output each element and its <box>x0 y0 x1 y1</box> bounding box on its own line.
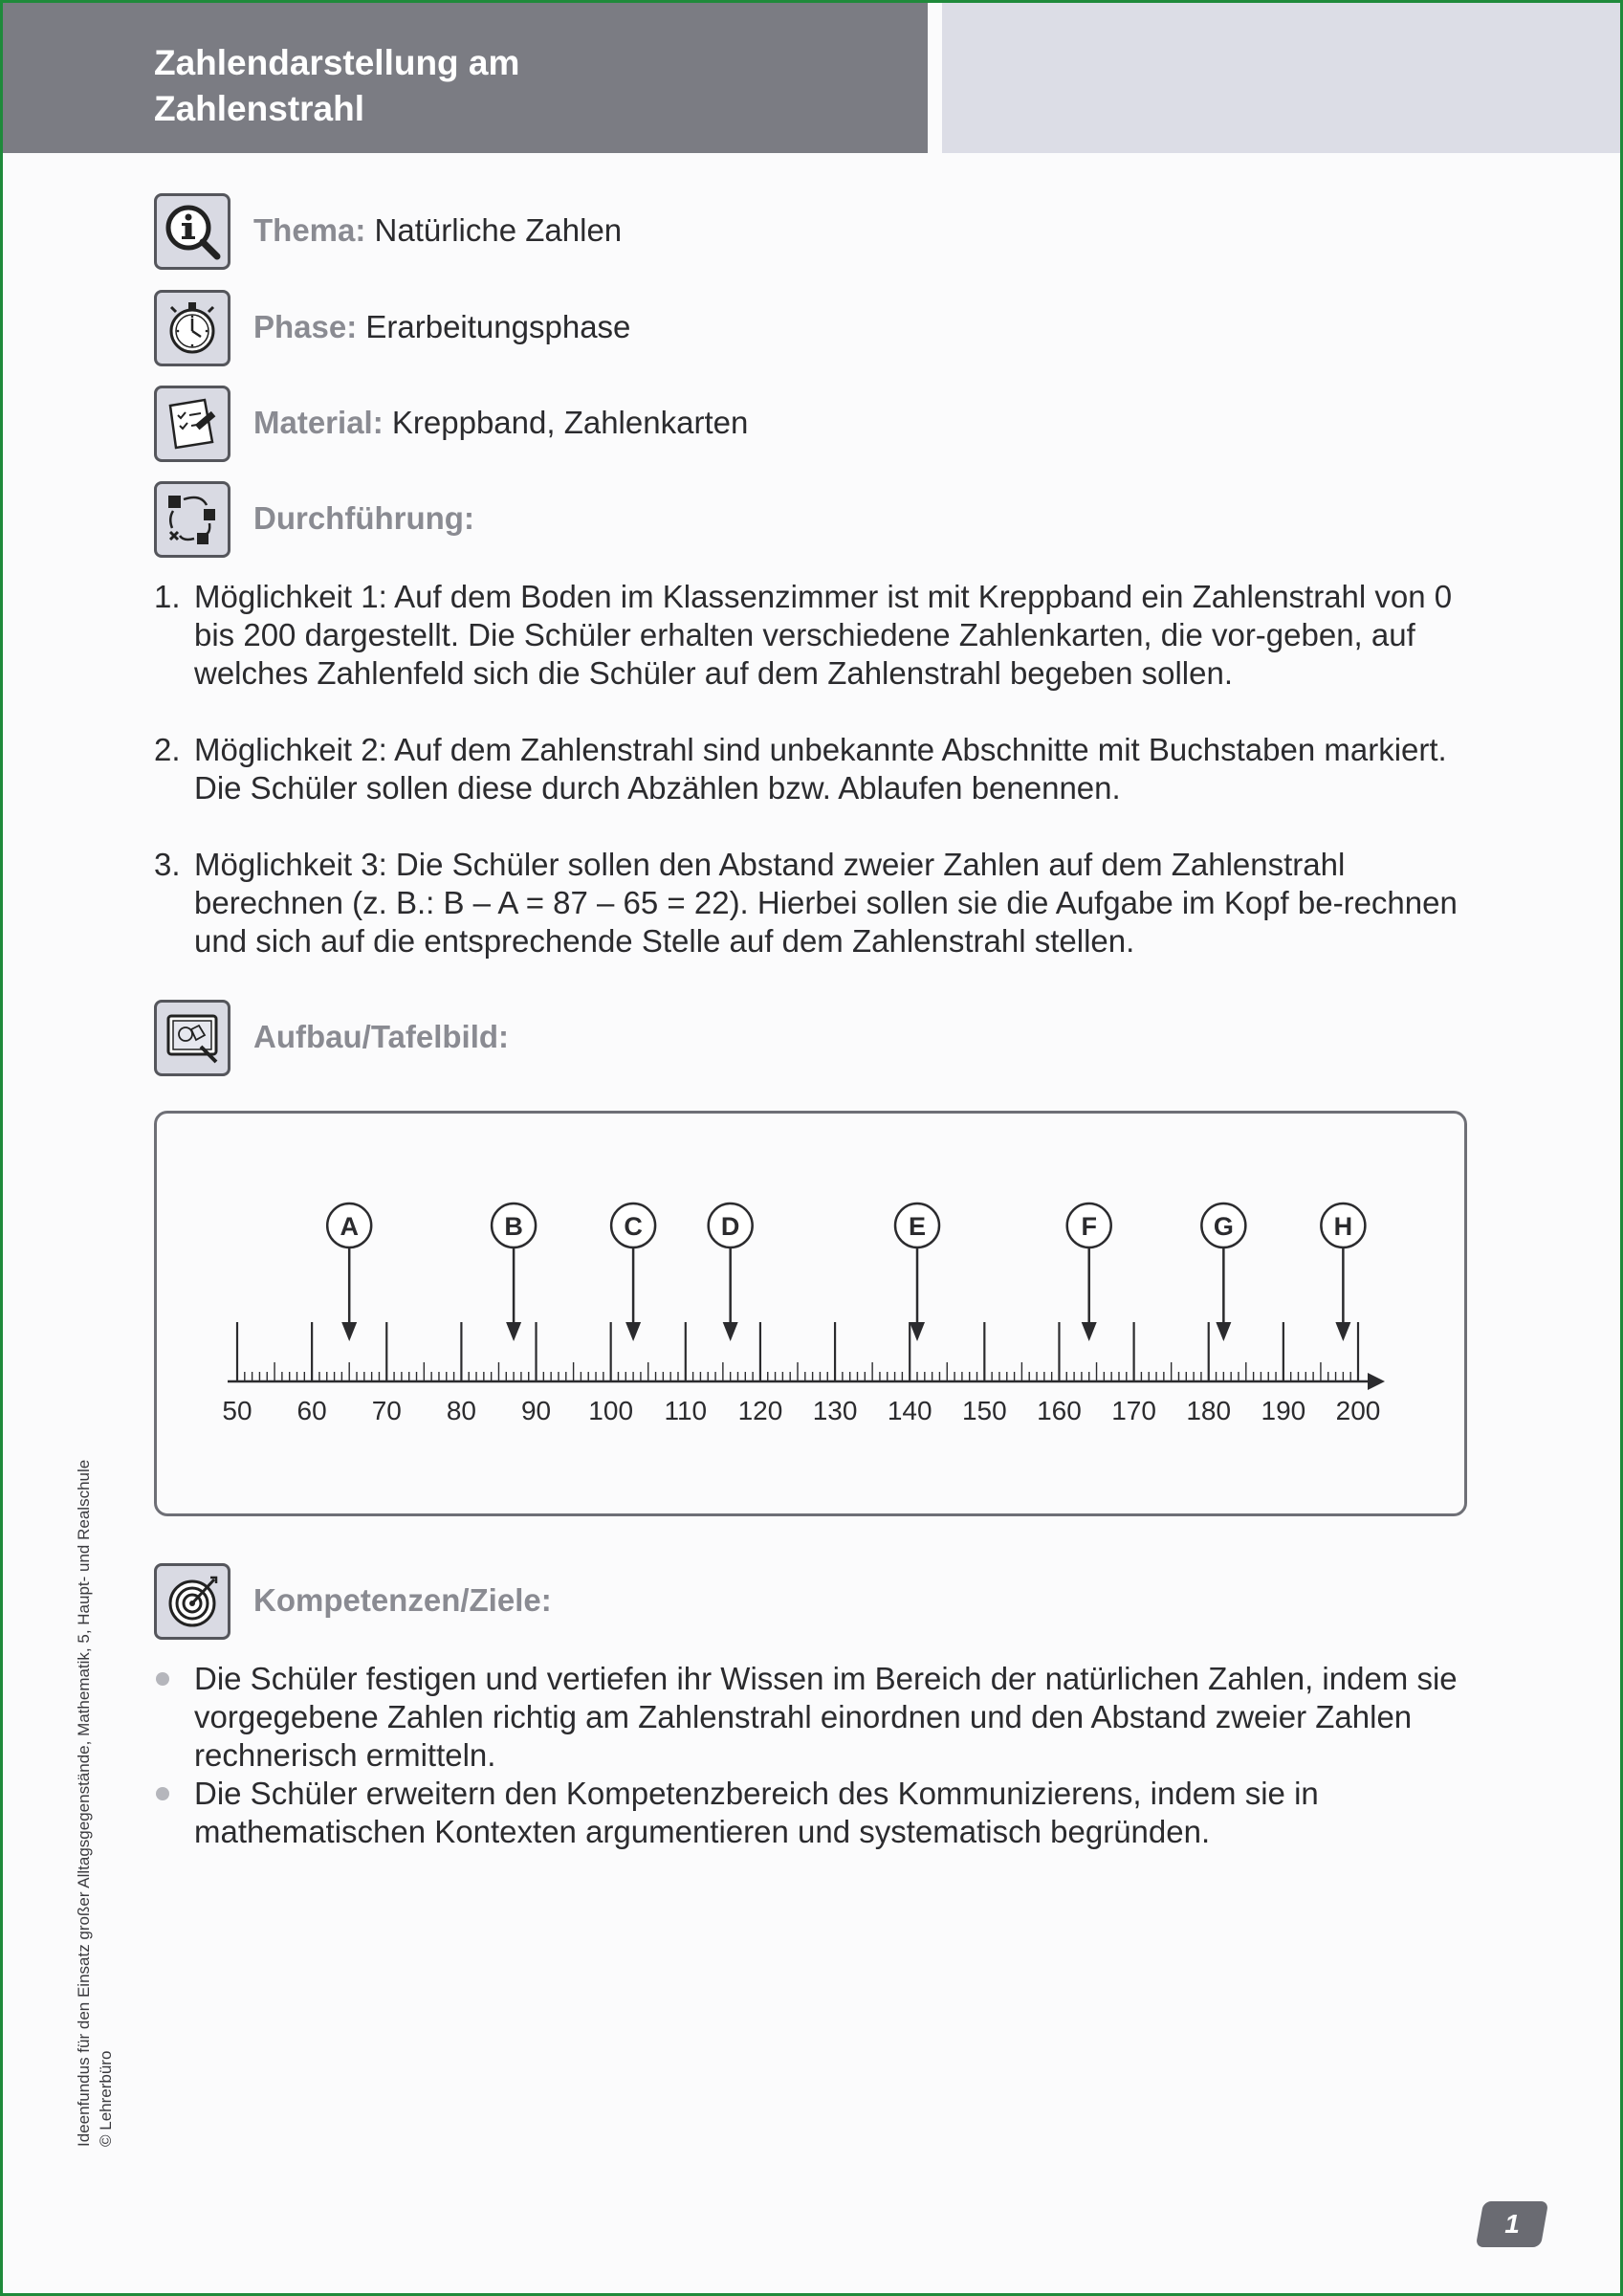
tick-label: 190 <box>1261 1396 1306 1425</box>
step-number: 2. <box>154 732 181 767</box>
phase-value: Erarbeitungsphase <box>357 309 631 344</box>
material-value: Kreppband, Zahlenkarten <box>383 405 749 440</box>
aufbau-text <box>253 1019 509 1055</box>
marker-arrow-head <box>723 1322 738 1341</box>
kompetenzen-list <box>154 1660 1493 1851</box>
page-title-line-2: Zahlenstrahl <box>154 89 364 128</box>
marker-g <box>1201 1203 1245 1341</box>
marker-letter: H <box>1333 1212 1353 1241</box>
marker-arrow-head <box>1216 1322 1231 1341</box>
tick-label: 150 <box>961 1396 1007 1425</box>
marker-arrow-head <box>910 1322 925 1341</box>
marker-letter: A <box>340 1212 359 1241</box>
marker-b <box>492 1203 536 1341</box>
marker-letter: B <box>504 1212 523 1241</box>
marker-letter: G <box>1213 1212 1234 1241</box>
page-number-badge <box>1476 2201 1548 2247</box>
tick-label: 90 <box>520 1396 552 1425</box>
marker-letter: F <box>1081 1212 1097 1241</box>
tick-label: 60 <box>296 1396 327 1425</box>
step-text: Möglichkeit 2: Auf dem Zahlenstrahl sind unbekannte Abschnitte mit Buchstaben markiert. Die Schüler sollen diese durch Abzählen bzw. Ablaufen benennen. <box>194 732 1447 806</box>
durchfuehrung-text <box>253 500 474 537</box>
target-icon <box>154 1563 230 1640</box>
info-row-material <box>154 386 1397 468</box>
marker-c <box>611 1203 655 1341</box>
list-item <box>154 1660 1493 1775</box>
phase-label: Phase: <box>253 309 358 344</box>
marker-letter: E <box>909 1212 927 1241</box>
info-row-kompetenzen <box>154 1563 1397 1645</box>
bullet-text: Die Schüler erweitern den Kompetenzbereich des Kommunizierens, indem sie in mathematischen Kontexten argumentieren und systematisch begründen. <box>194 1776 1319 1849</box>
tick-label: 160 <box>1037 1396 1082 1425</box>
page-title-line-1: Zahlendarstellung am <box>154 43 520 82</box>
copyright-note <box>73 1286 117 2147</box>
tick-label: 100 <box>588 1396 634 1425</box>
marker-e <box>895 1203 939 1341</box>
marker-h <box>1321 1203 1365 1341</box>
steps-list <box>154 578 1493 960</box>
info-row-aufbau <box>154 1000 1397 1082</box>
aufbau-label: Aufbau/Tafelbild: <box>253 1019 510 1054</box>
marker-arrow-head <box>1335 1322 1350 1341</box>
page-title <box>154 40 519 132</box>
marker-arrow-head <box>625 1322 641 1341</box>
list-item <box>154 1775 1493 1851</box>
marker-letter: D <box>720 1212 740 1241</box>
marker-arrow-head <box>1082 1322 1097 1341</box>
tick-label: 50 <box>222 1396 252 1425</box>
tick-label: 140 <box>887 1396 932 1425</box>
header-accent-bar <box>942 3 1620 153</box>
tick-label: 70 <box>371 1396 402 1425</box>
checklist-pencil-icon <box>154 386 230 462</box>
thema-label: Thema: <box>253 212 366 248</box>
marker-arrow-head <box>506 1322 521 1341</box>
step-text: Möglichkeit 3: Die Schüler sollen den Abstand zweier Zahlen auf dem Zahlenstrahl berechnen (z. B.: B – A = 87 – 65 = 22). Hierbei sollen sie die Aufgabe im Kopf be-rechnen und sich auf die entsprechende Stelle auf dem Zahlenstrahl stellen. <box>194 847 1458 959</box>
tick-label: 110 <box>664 1396 708 1425</box>
list-item <box>154 731 1493 807</box>
tick-label: 80 <box>446 1396 476 1425</box>
bullet-text: Die Schüler festigen und vertiefen ihr Wissen im Bereich der natürlichen Zahlen, indem sie vorgegebene Zahlen richtig am Zahlenstrahl einordnen und den Abstand zweier Zahlen rechnerisch ermitteln. <box>194 1661 1458 1773</box>
bullet-icon <box>156 1672 169 1686</box>
info-row-phase <box>154 290 1397 372</box>
list-item <box>154 846 1493 960</box>
marker-letter: C <box>624 1212 643 1241</box>
tick-label: 170 <box>1111 1396 1156 1425</box>
page-number: 1 <box>1504 2209 1520 2239</box>
kompetenzen-label: Kompetenzen/Ziele: <box>253 1582 552 1618</box>
tick-label: 200 <box>1335 1396 1381 1425</box>
phase-text <box>253 309 630 345</box>
stopwatch-icon <box>154 290 230 366</box>
info-row-durchfuehrung <box>154 481 1397 563</box>
process-cycle-icon <box>154 481 230 558</box>
board-icon <box>154 1000 230 1076</box>
durchfuehrung-label: Durchführung: <box>253 500 474 536</box>
number-line-board <box>154 1111 1467 1516</box>
marker-d <box>709 1203 753 1341</box>
marker-a <box>327 1203 371 1341</box>
info-magnifier-icon <box>154 193 230 270</box>
marker-f <box>1067 1203 1111 1341</box>
marker-arrow-head <box>341 1322 357 1341</box>
info-row-thema <box>154 193 1397 276</box>
material-label: Material: <box>253 405 384 440</box>
step-number: 3. <box>154 847 181 882</box>
axis-arrow-head <box>1368 1373 1385 1390</box>
tick-label: 120 <box>737 1396 783 1425</box>
thema-text <box>253 212 622 249</box>
number-line <box>157 1114 1464 1513</box>
step-text: Möglichkeit 1: Auf dem Boden im Klassenzimmer ist mit Kreppband ein Zahlenstrahl von 0 bis 200 dargestellt. Die Schüler erhalten verschiedene Zahlenkarten, die vor-geben, auf welches Zahlenfeld sich die Schüler auf dem Zahlenstrahl begeben sollen. <box>194 579 1453 691</box>
list-item <box>154 578 1493 693</box>
tick-label: 180 <box>1186 1396 1232 1425</box>
kompetenzen-text <box>253 1582 552 1619</box>
thema-value: Natürliche Zahlen <box>365 212 623 248</box>
bullet-icon <box>156 1787 169 1800</box>
copyright-line-1: Ideenfundus für den Einsatz großer Alltagsgegenstände, Mathematik, 5, Haupt- und Realschule <box>75 1459 93 2147</box>
step-number: 1. <box>154 579 181 614</box>
copyright-line-2: © Lehrerbüro <box>97 2050 115 2147</box>
material-text <box>253 405 748 441</box>
tick-label: 130 <box>812 1396 858 1425</box>
